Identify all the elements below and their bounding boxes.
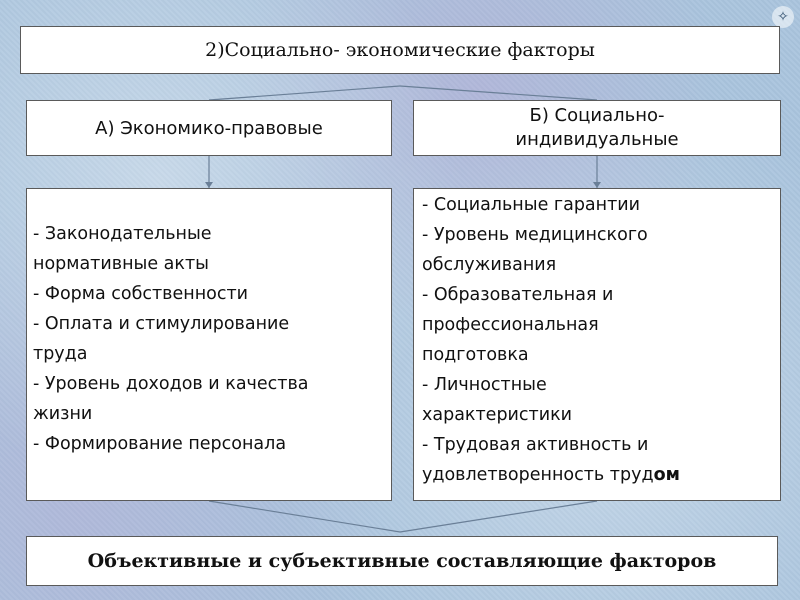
sparkle-icon: ✧ — [772, 6, 794, 28]
list-item: - Трудовая активность и — [422, 435, 649, 455]
branch-b-header — [413, 100, 781, 156]
last-line-prefix: удовлетворенность труд — [422, 465, 654, 485]
list-item: - Уровень доходов и качества — [33, 374, 309, 394]
list-item: жизни — [33, 404, 93, 424]
list-item: - Личностные — [422, 375, 547, 395]
connector-title-to-b — [400, 86, 597, 100]
list-item: труда — [33, 344, 88, 364]
list-item: - Форма собственности — [33, 284, 249, 304]
list-item: - Уровень медицинского — [422, 225, 648, 245]
list-item: характеристики — [422, 405, 573, 425]
list-item: нормативные акты — [33, 254, 209, 274]
connector-list-b-to-footer — [400, 501, 597, 532]
list-item: профессиональная — [422, 315, 599, 335]
list-item: - Образовательная и — [422, 285, 614, 305]
branch-b-header-line1: Б) Социально- — [529, 105, 665, 126]
list-item: подготовка — [422, 345, 529, 365]
branch-b-header-line2: индивидуальные — [515, 129, 679, 150]
branch-a-list — [26, 188, 392, 501]
branch-b-list — [413, 188, 781, 501]
diagram-title: 2)Социально- экономические факторы — [20, 26, 780, 74]
summary-footer: Объективные и субъективные составляющие факторов — [26, 536, 778, 586]
list-item: - Социальные гарантии — [422, 195, 641, 215]
connector-title-to-a — [209, 86, 400, 100]
list-item: - Формирование персонала — [33, 434, 287, 454]
branch-a-header: А) Экономико-правовые — [26, 100, 392, 156]
list-item-last — [422, 460, 774, 490]
list-item: - Законодательные — [33, 224, 212, 244]
list-item: - Оплата и стимулирование — [33, 314, 290, 334]
list-item: обслуживания — [422, 255, 557, 275]
last-line-suffix: ом — [653, 465, 680, 485]
connector-list-a-to-footer — [209, 501, 400, 532]
